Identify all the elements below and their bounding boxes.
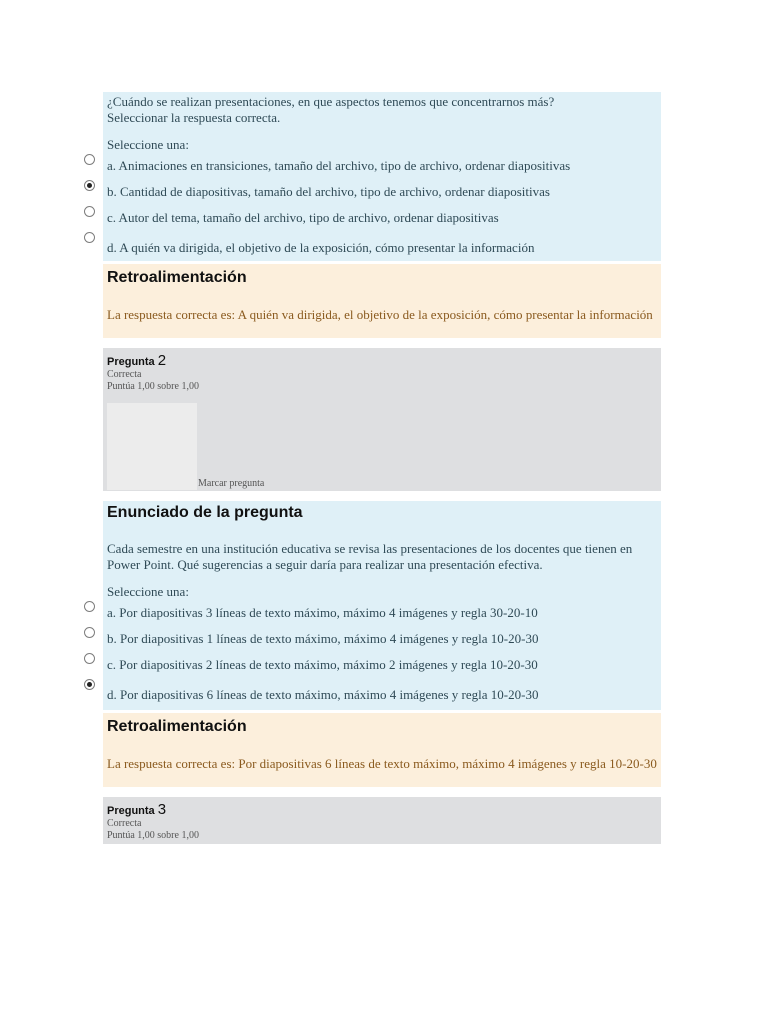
q1-option-b[interactable] — [107, 179, 657, 205]
question-3-heading — [107, 801, 657, 818]
question-number: 2 — [157, 352, 167, 369]
question-3-score: Puntúa 1,00 sobre 1,00 — [107, 830, 199, 841]
question-2-info-box — [103, 348, 661, 491]
radio-dot-icon — [87, 682, 92, 687]
question-3-info-box — [103, 797, 661, 844]
q1-option-d-label: d. A quién va dirigida, el objetivo de la exposición, cómo presentar la información — [107, 240, 535, 255]
radio-button-icon[interactable] — [84, 232, 95, 243]
feedback-2-text: La respuesta correcta es: Por diapositivas 6 líneas de texto máximo, máximo 4 imágenes y regla 10-20-30 — [107, 756, 657, 771]
question-number: 3 — [157, 801, 167, 818]
radio-button-icon[interactable] — [84, 154, 95, 165]
q2-option-d[interactable] — [107, 678, 657, 708]
question-1-line-2: Seleccionar la respuesta correcta. — [107, 110, 281, 125]
q2-option-b-label: b. Por diapositivas 1 líneas de texto máximo, máximo 4 imágenes y regla 10-20-30 — [107, 631, 539, 646]
question-1-box — [103, 92, 661, 261]
radio-button-icon[interactable] — [84, 601, 95, 612]
question-3-status: Correcta — [107, 818, 142, 829]
radio-button-selected-icon[interactable] — [84, 679, 95, 690]
feedback-1-box — [103, 264, 661, 338]
question-2-box — [103, 501, 661, 710]
feedback-1-title: Retroalimentación — [107, 269, 247, 286]
radio-button-icon[interactable] — [84, 206, 95, 217]
q1-option-b-label: b. Cantidad de diapositivas, tamaño del archivo, tipo de archivo, ordenar diapositivas — [107, 184, 550, 199]
question-label: Pregunta — [107, 356, 155, 368]
q2-option-a-label: a. Por diapositivas 3 líneas de texto máximo, máximo 4 imágenes y regla 30-20-10 — [107, 605, 538, 620]
radio-button-icon[interactable] — [84, 627, 95, 638]
feedback-1-text: La respuesta correcta es: A quién va dirigida, el objetivo de la exposición, cómo presentar la información — [107, 307, 653, 322]
q1-option-d[interactable] — [107, 231, 657, 261]
q2-option-c[interactable] — [107, 652, 657, 678]
q2-option-d-label: d. Por diapositivas 6 líneas de texto máximo, máximo 4 imágenes y regla 10-20-30 — [107, 687, 539, 702]
question-2-status: Correcta — [107, 369, 142, 380]
question-statement-title: Enunciado de la pregunta — [107, 504, 303, 521]
question-1-text — [107, 94, 657, 126]
radio-button-icon[interactable] — [84, 653, 95, 664]
radio-button-selected-icon[interactable] — [84, 180, 95, 191]
feedback-2-title: Retroalimentación — [107, 718, 247, 735]
select-one-label: Seleccione una: — [107, 584, 189, 599]
flag-question-link[interactable]: Marcar pregunta — [198, 478, 265, 489]
q2-option-a[interactable] — [107, 600, 657, 626]
q1-option-c-label: c. Autor del tema, tamaño del archivo, tipo de archivo, ordenar diapositivas — [107, 210, 499, 225]
flag-question-area — [107, 403, 197, 490]
question-label: Pregunta — [107, 805, 155, 817]
select-one-label: Seleccione una: — [107, 137, 189, 152]
question-2-text: Cada semestre en una institución educativa se revisa las presentaciones de los docentes que tienen en Power Point. Qué sugerencias a seguir daría para realizar una presentación efectiva. — [107, 541, 633, 572]
question-1-line-1: ¿Cuándo se realizan presentaciones, en que aspectos tenemos que concentrarnos más? — [107, 94, 555, 109]
q1-option-a-label: a. Animaciones en transiciones, tamaño del archivo, tipo de archivo, ordenar diapositivas — [107, 158, 571, 173]
feedback-2-box — [103, 713, 661, 787]
q1-option-a[interactable] — [107, 153, 657, 179]
q2-option-c-label: c. Por diapositivas 2 líneas de texto máximo, máximo 2 imágenes y regla 10-20-30 — [107, 657, 538, 672]
question-2-score: Puntúa 1,00 sobre 1,00 — [107, 381, 199, 392]
q2-option-b[interactable] — [107, 626, 657, 652]
q1-option-c[interactable] — [107, 205, 657, 231]
question-2-heading — [107, 352, 657, 369]
radio-dot-icon — [87, 183, 92, 188]
